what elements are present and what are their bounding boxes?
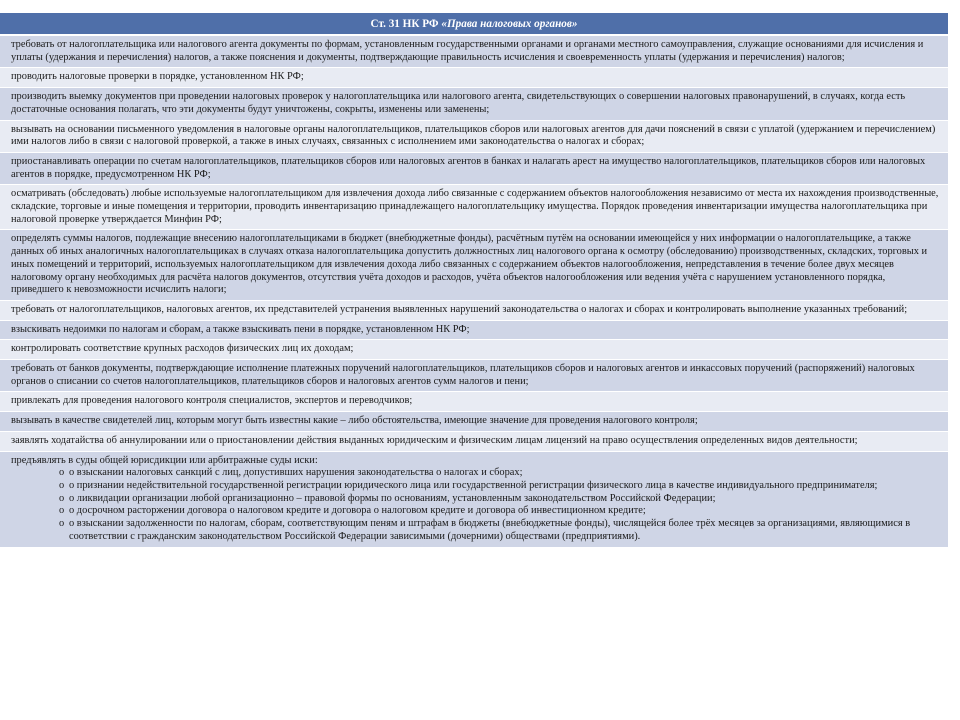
- lawsuit-item: o о взыскании задолженности по налогам, сборам, соответствующим пеням и штрафам в бюджеты (внебюджетные фонды), числящейся более трёх месяцев за организациями, являющимися в соответствии с гражданским законодательством Российской Федерации зависимыми (дочерними) обществами (предприятиями).: [59, 518, 940, 543]
- table-header: [0, 13, 948, 35]
- right-item: взыскивать недоимки по налогам и сборам, а также взыскивать пени в порядке, установленном НК РФ;: [0, 320, 948, 340]
- article-title: «Права налоговых органов»: [441, 17, 578, 30]
- tax-authority-rights-table: [0, 13, 948, 548]
- table-row: [0, 300, 948, 320]
- right-item: вызывать в качестве свидетелей лиц, которым могут быть известны какие – либо обстоятельства, имеющие значение для проведения налогового контроля;: [0, 412, 948, 432]
- table-row: [0, 412, 948, 432]
- right-item: осматривать (обследовать) любые используемые налогоплательщиком для извлечения дохода либо связанные с содержанием объектов налогообложения независимо от места их нахождения производственные, складские, торговые и иные помещения и территории, проводить инвентаризацию принадлежащего налогоплательщику имущества. Порядок проведения инвентаризации имущества налогоплательщика при налоговой проверке утверждается Минфин РФ;: [0, 185, 948, 230]
- article-number: Ст. 31 НК РФ: [370, 17, 439, 30]
- right-item: заявлять ходатайства об аннулировании или о приостановлении действия выданных юридическим и физическим лицам лицензий на право осуществления определенных видов деятельности;: [0, 431, 948, 451]
- table-row: [0, 320, 948, 340]
- right-item: приостанавливать операции по счетам налогоплательщиков, плательщиков сборов или налоговых агентов в банках и налагать арест на имущество налогоплательщиков, плательщиков сборов или налоговых агентов в порядке, предусмотренном НК РФ;: [0, 152, 948, 184]
- table-header-row: [0, 13, 948, 35]
- lawsuits-list: [11, 467, 940, 543]
- lawsuit-item: o о ликвидации организации любой организационно – правовой формы по основаниям, установленным законодательством Российской Федерации;: [59, 493, 940, 506]
- table-row: [0, 120, 948, 152]
- table-row: [0, 35, 948, 68]
- table-row: [0, 152, 948, 184]
- table-row: [0, 431, 948, 451]
- table-row: [0, 360, 948, 392]
- lawsuit-item: o о признании недействительной государственной регистрации юридического лица или государственной регистрации физического лица в качестве индивидуального предпринимателя;: [59, 480, 940, 493]
- table-row: [0, 392, 948, 412]
- table-row: [0, 340, 948, 360]
- lawsuit-item: o о досрочном расторжении договора о налоговом кредите и договора о налоговом кредите и договора об инвестиционном кредите;: [59, 505, 940, 518]
- table-row: [0, 68, 948, 88]
- lawsuits-cell: [0, 451, 948, 547]
- right-item: вызывать на основании письменного уведомления в налоговые органы налогоплательщиков, плательщиков сборов или налоговых агентов для дачи пояснений в связи с уплатой (удержанием и перечислением) ими налогов либо в связи с налоговой проверкой, а также в иных случаях, связанных с исполнением ими законодательства о налогах и сборах;: [0, 120, 948, 152]
- lawsuits-intro: предъявлять в суды общей юрисдикции или арбитражные суды иски:: [11, 454, 318, 466]
- table-row: [0, 185, 948, 230]
- right-item: требовать от налогоплательщика или налогового агента документы по формам, установленным государственными органами и органами местного самоуправления, служащие основаниями для исчисления и уплаты (удержания и перечисления) налогов, а также пояснения и документы, подтверждающие правильность исчисления и своевременность уплаты (удержания и перечисления) налогов;: [0, 35, 948, 68]
- right-item: производить выемку документов при проведении налоговых проверок у налогоплательщика или налогового агента, свидетельствующих о совершении налоговых правонарушений, в случаях, когда есть достаточные основания полагать, что эти документы будут уничтожены, сокрыты, изменены или заменены;: [0, 88, 948, 120]
- right-item: определять суммы налогов, подлежащие внесению налогоплательщиками в бюджет (внебюджетные фонды), расчётным путём на основании имеющейся у них информации о налогоплательщике, а также данных об иных аналогичных налогоплательщиках в случаях отказа налогоплательщика допустить должностных лиц налогового органа к осмотру (обследованию) производственных, складских, торговых и иных помещений и территорий, используемых налогоплательщиком для извлечения дохода либо связанных с содержанием объектов налогообложения, непредставления в течение более двух месяцев налоговому органу необходимых для расчёта налогов документов, отсутствия учёта доходов и расходов, учёта объектов налогообложения или ведения учёта с нарушением установленного порядка, приведшего к невозможности исчислить налоги;: [0, 230, 948, 301]
- table-row: [0, 451, 948, 547]
- lawsuit-item: o о взыскании налоговых санкций с лиц, допустивших нарушения законодательства о налогах и сборах;: [59, 467, 940, 480]
- table-row: [0, 230, 948, 301]
- table-row: [0, 88, 948, 120]
- right-item: контролировать соответствие крупных расходов физических лиц их доходам;: [0, 340, 948, 360]
- right-item: привлекать для проведения налогового контроля специалистов, экспертов и переводчиков;: [0, 392, 948, 412]
- right-item: требовать от налогоплательщиков, налоговых агентов, их представителей устранения выявленных нарушений законодательства о налогах и сборах и контролировать выполнение указанных требований;: [0, 300, 948, 320]
- right-item: проводить налоговые проверки в порядке, установленном НК РФ;: [0, 68, 948, 88]
- right-item: требовать от банков документы, подтверждающие исполнение платежных поручений налогоплательщиков, плательщиков сборов и налоговых агентов и инкассовых поручений (распоряжений) налоговых органов о списании со счетов налогоплательщиков, плательщиков сборов и налоговых агентов сумм налогов и пени;: [0, 360, 948, 392]
